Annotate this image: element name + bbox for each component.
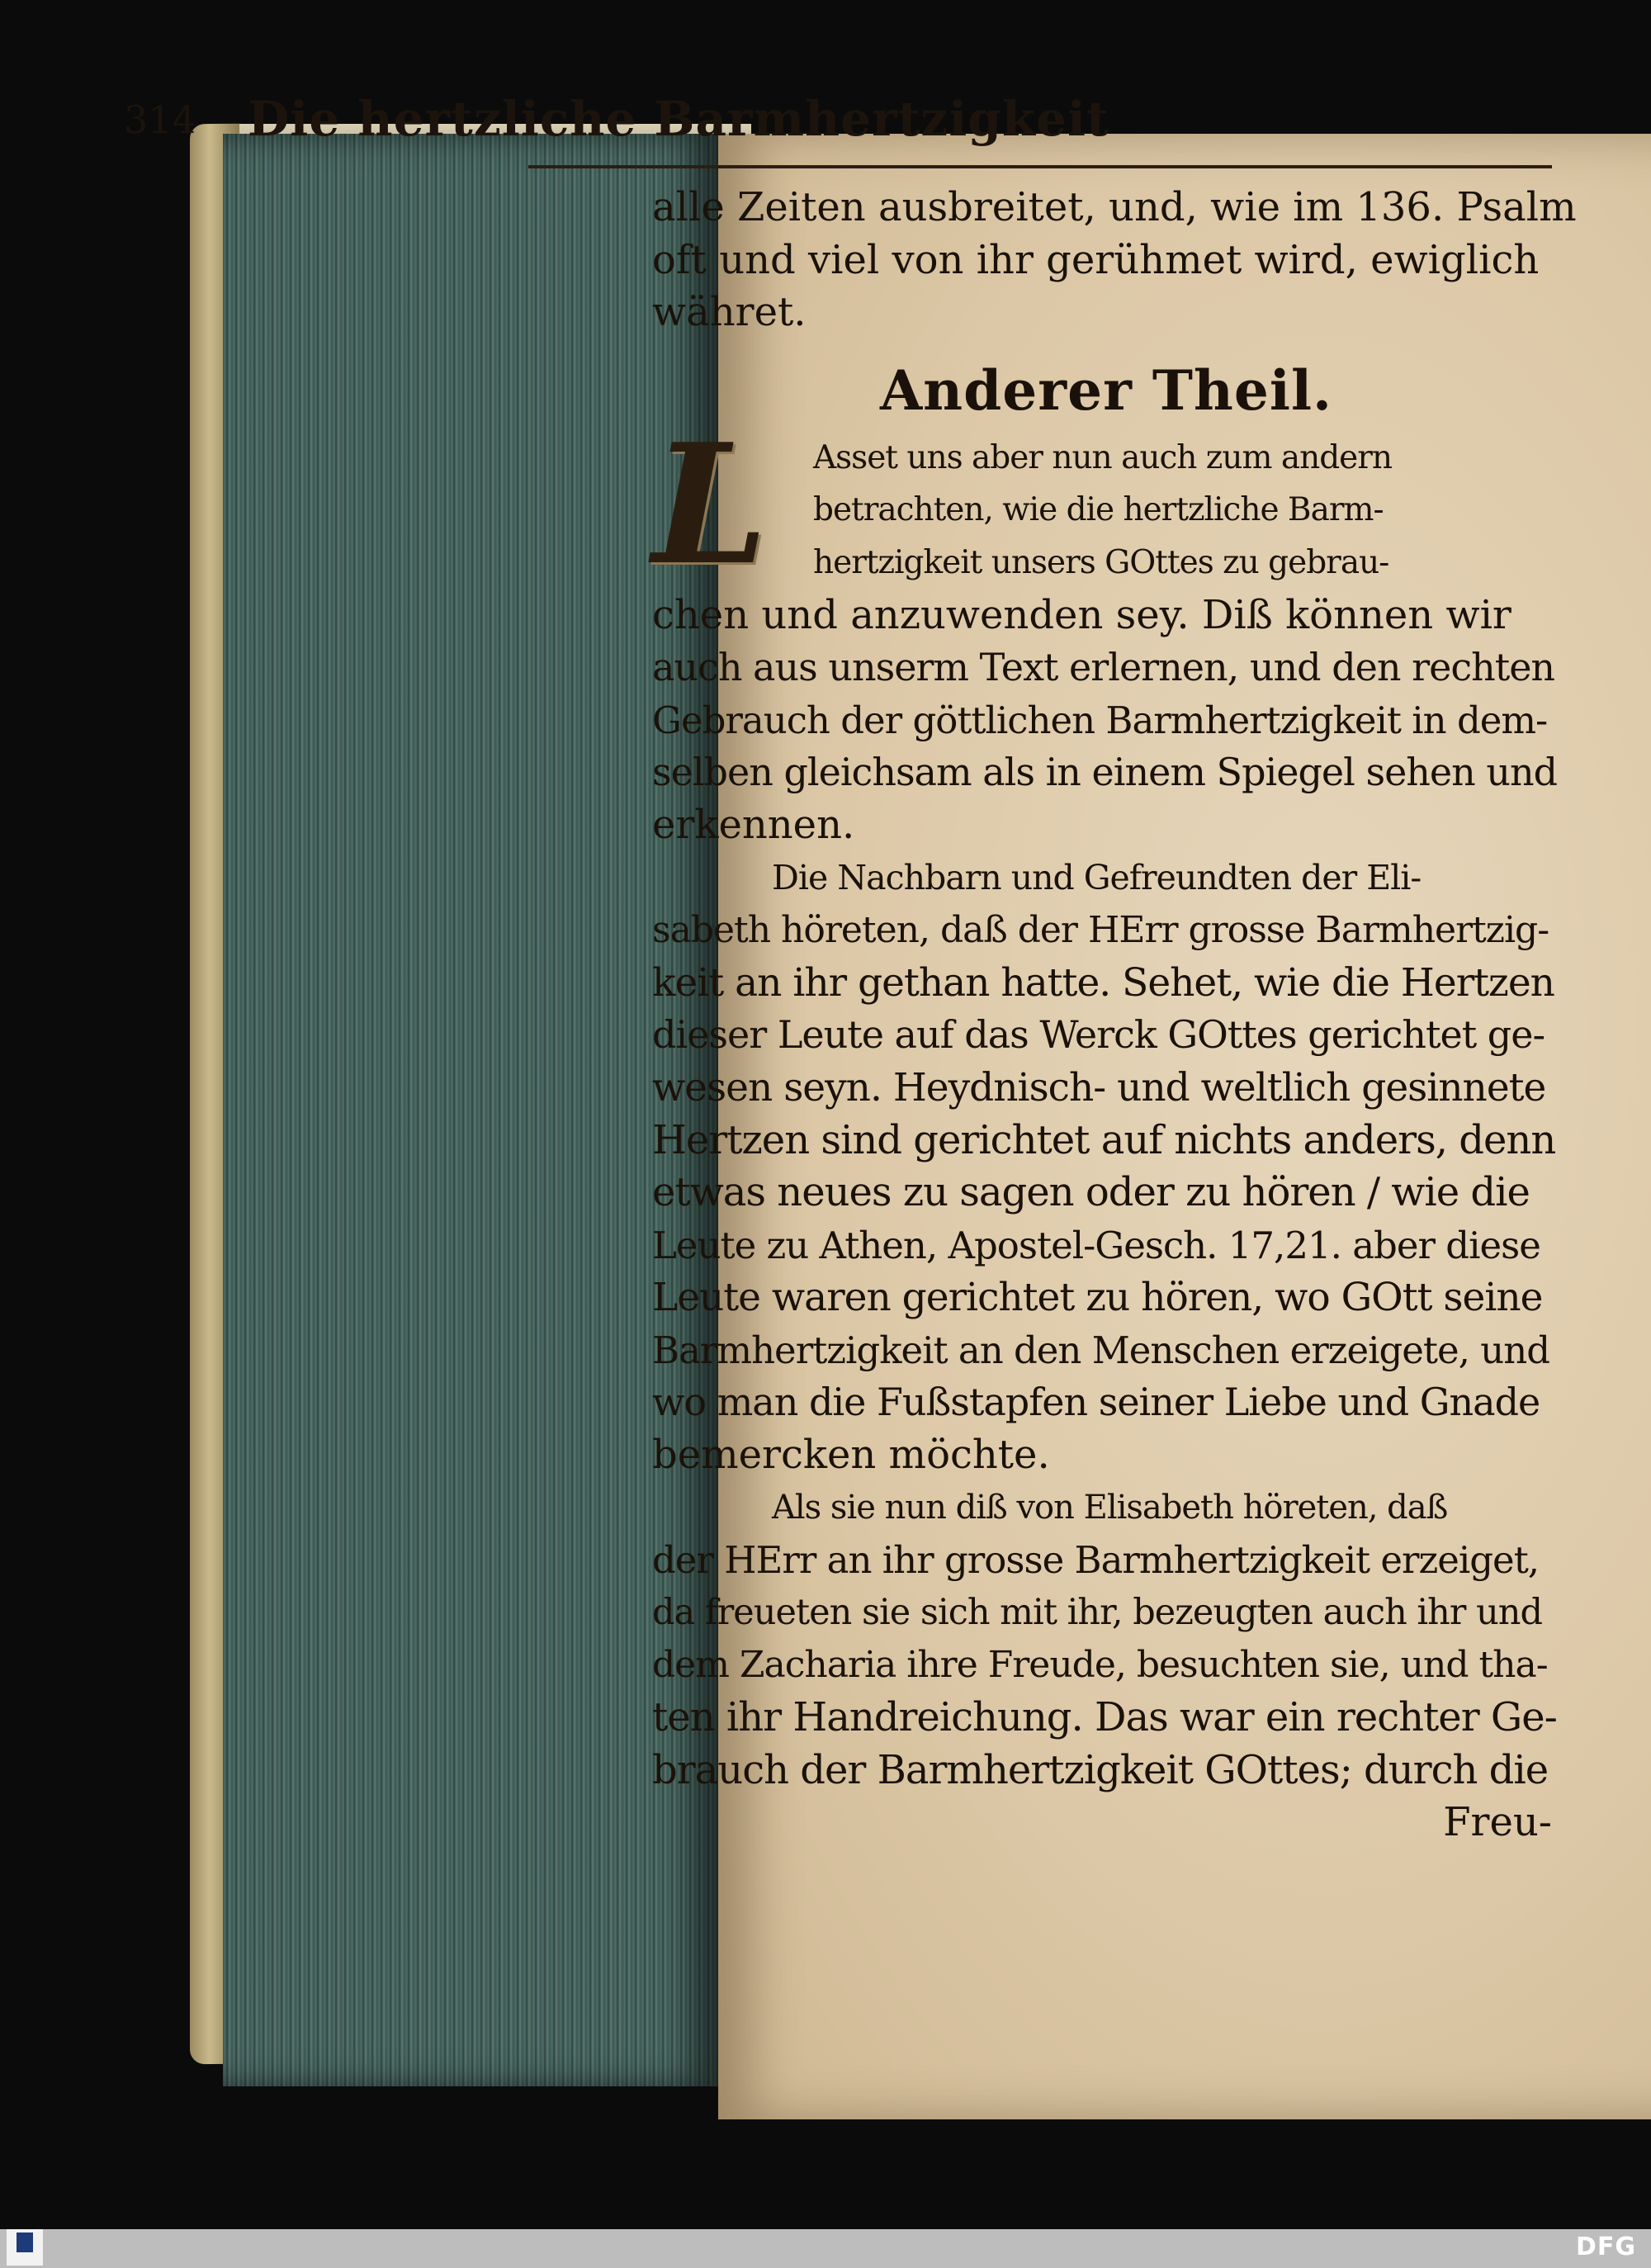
- text-line: betrachten, wie die hertzliche Barm-: [813, 491, 1384, 529]
- text-line: Leute waren gerichtet zu hören, wo GOtt seine: [652, 1275, 1543, 1321]
- text-line: wesen seyn. Heydnisch- und weltlich gesinnete: [652, 1064, 1546, 1110]
- text-line: Die Nachbarn und Gefreundten der Eli-: [772, 857, 1422, 897]
- library-crest-icon: [17, 2232, 33, 2252]
- text-line: auch aus unserm Text erlernen, und den rechten: [652, 645, 1555, 690]
- text-line: alle Zeiten ausbreitet, und, wie im 136. Psalm: [652, 184, 1577, 230]
- text-line: dieser Leute auf das Werck GOttes gerichtet ge-: [652, 1012, 1545, 1058]
- text-line: dem Zacharia ihre Freude, besuchten sie, und tha-: [652, 1644, 1548, 1687]
- dropcap-paragraph: [652, 407, 1560, 602]
- text-line: Leute zu Athen, Apostel-Gesch. 17,21. aber diese: [652, 1223, 1540, 1267]
- text-line: der HErr an ihr grosse Barmhertzigkeit erzeiget,: [652, 1538, 1540, 1583]
- text-line: Barmhertzigkeit an den Menschen erzeigete, und: [652, 1328, 1549, 1372]
- dfg-label: DFG: [1575, 2232, 1636, 2261]
- catchword: Freu-: [1443, 1799, 1552, 1846]
- library-logo-icon[interactable]: [7, 2229, 43, 2266]
- page-edges: [223, 134, 718, 2086]
- text-line: hertzigkeit unsers GOttes zu gebrau-: [813, 543, 1389, 581]
- text-line: währet.: [652, 289, 807, 336]
- running-title: Die hertzliche Barmhertzigkeit: [248, 91, 1109, 147]
- text-line: brauch der Barmhertzigkeit GOttes; durch die: [652, 1746, 1549, 1793]
- text-line: Hertzen sind gerichtet auf nichts anders, denn: [652, 1116, 1556, 1163]
- text-line: Asset uns aber nun auch zum andern: [813, 438, 1393, 476]
- text-line: chen und anzuwenden sey. Diß können wir: [652, 591, 1511, 638]
- text-line: Als sie nun diß von Elisabeth höreten, daß: [772, 1488, 1448, 1527]
- text-line: erkennen.: [652, 801, 855, 848]
- text-line: wo man die Fußstapfen seiner Liebe und Gnade: [652, 1380, 1540, 1425]
- section-heading: Anderer Theil.: [879, 357, 1333, 423]
- text-line: selben gleichsam als in einem Spiegel sehen und: [652, 750, 1558, 795]
- page-text: [652, 182, 1577, 1849]
- text-line: keit an ihr gethan hatte. Sehet, wie die Hertzen: [652, 959, 1554, 1006]
- page-number: 314: [124, 97, 196, 142]
- text-line: sabeth höreten, daß der HErr grosse Barmhertzig-: [652, 909, 1549, 952]
- text-line: oft und viel von ihr gerühmet wird, ewiglich: [652, 236, 1540, 283]
- text-line: ten ihr Handreichung. Das war ein rechter Ge-: [652, 1694, 1557, 1741]
- text-line: Gebrauch der göttlichen Barmhertzigkeit in dem-: [652, 698, 1548, 742]
- viewer-footer-bar: [0, 2229, 1651, 2268]
- text-line: da freueten sie sich mit ihr, bezeugten auch ihr und: [652, 1591, 1543, 1633]
- text-line: etwas neues zu sagen oder zu hören / wie die: [652, 1169, 1530, 1216]
- text-line: bemercken möchte.: [652, 1432, 1050, 1479]
- dropcap-initial: L: [652, 407, 769, 602]
- header-rule: [528, 165, 1552, 168]
